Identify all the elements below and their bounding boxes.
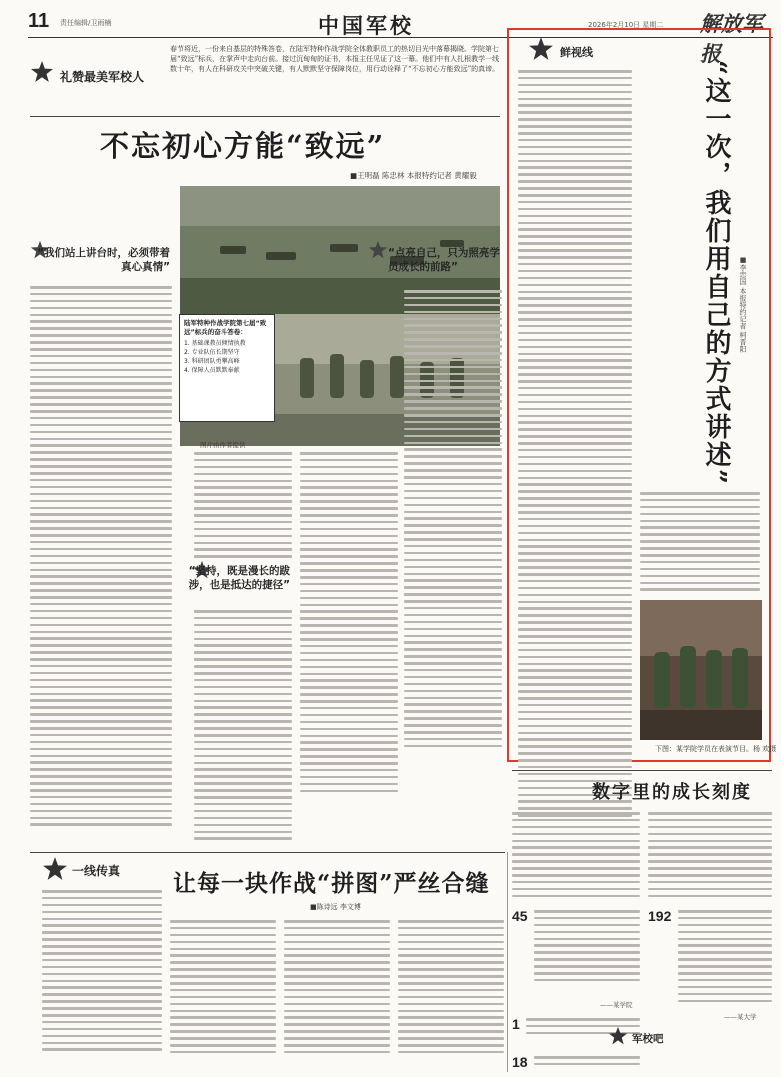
bottom-kicker: 一线传真 [72, 864, 121, 878]
subhead-2: “点亮自己，只为照亮学员成长的前路” [388, 247, 500, 273]
editor-credit: 责任编辑/卫雨楠 [60, 19, 112, 27]
section-title: 中国军校 [318, 13, 414, 38]
subhead-1: “我们站上讲台时，必须带着真心真情” [37, 247, 170, 273]
photo-caption: 下图：某学院学员在表演节目。杨 欢摄 [655, 745, 777, 753]
column-body-text [518, 70, 632, 821]
issue-date: 2026年2月10日 星期二 [588, 21, 664, 29]
column-title: “这一次，我们用自己的方式讲述” [701, 60, 731, 486]
stat-number: 18 [512, 1054, 528, 1070]
body-text-column-4 [404, 290, 502, 752]
stat-number: 1 [512, 1016, 520, 1032]
divider [30, 852, 505, 853]
photo-credit: 图片由作者提供 [200, 441, 246, 449]
body-text-column-3 [300, 452, 398, 797]
bottom-text-column-2 [170, 920, 276, 1058]
stat-text [534, 910, 640, 986]
feature-kicker: 礼赞最美军校人 [60, 70, 145, 84]
subhead-3: “坚持，既是漫长的跋涉，也是抵达的捷径” [188, 565, 290, 591]
newspaper-logo: 解放军报 [700, 11, 763, 66]
performance-photo [640, 600, 762, 740]
feature-byline: ■王明磊 陈忠林 本报特约记者 黄耀毅 [350, 171, 477, 180]
column-label: 鲜视线 [560, 46, 593, 59]
divider [30, 116, 500, 117]
divider [512, 770, 772, 771]
bottom-byline: ■陈诗远 李文博 [310, 903, 361, 911]
body-text-column-1 [30, 286, 172, 830]
stat-text [678, 910, 772, 1006]
caption-item: 2. 专业队伍长期坚守 [184, 349, 240, 356]
numbers-section-title: 数字里的成长刻度 [592, 782, 752, 803]
star-emblem-icon [528, 36, 554, 62]
body-text-column-2 [194, 452, 292, 562]
photo-caption-box [179, 314, 275, 422]
column-byline: ■李忠国 本报特约记者 柯晋阳 [739, 256, 747, 353]
side-label: 军校吧 [632, 1033, 664, 1045]
feature-intro: 春节将近，一份来自基层的特殊答卷，在陆军特种作战学院全体教职员工的热切目光中落幕揭晓。学院第七届“致远”标兵，在掌声中走向台前。接过沉甸甸的证书，本报主任见证了这一幕。他们中有人扎根教学一线数十年，有人在科研攻关中突破关键，有人默默坚守保障岗位，用行动诠释了“不忘初心方能致远”的真谛。 [170, 45, 500, 73]
star-icon [608, 1026, 628, 1046]
star-emblem-icon [42, 856, 68, 882]
stat-source: ——某大学 [724, 1013, 757, 1021]
stat-number: 45 [512, 908, 528, 924]
caption-item: 3. 科研团队勇攀高峰 [184, 358, 240, 365]
feature-title: 不忘初心方能“致远” [100, 129, 386, 163]
body-text-column-2b [194, 610, 292, 844]
numbers-intro-text-2 [648, 812, 772, 902]
numbers-intro-text [512, 812, 640, 902]
star-icon [368, 240, 388, 260]
bottom-text-column-1 [42, 890, 162, 1055]
caption-item: 4. 保障人员默默奉献 [184, 367, 240, 374]
bottom-text-column-3 [284, 920, 390, 1058]
caption-item: 1. 基础课教员倾情执教 [184, 340, 246, 347]
stat-source: ——某学院 [600, 1001, 633, 1009]
column-body-text-2 [640, 492, 760, 595]
caption-title: 陆军特种作战学院第七届“致远”标兵的奋斗答卷： [184, 319, 267, 336]
stat-number: 192 [648, 908, 672, 924]
column-divider [507, 852, 508, 1072]
bottom-article-title: 让每一块作战“拼图”严丝合缝 [173, 870, 490, 897]
stat-text [534, 1056, 640, 1070]
page-number: 11 [28, 10, 50, 32]
star-emblem-icon [30, 60, 54, 84]
bottom-text-column-4 [398, 920, 504, 1058]
